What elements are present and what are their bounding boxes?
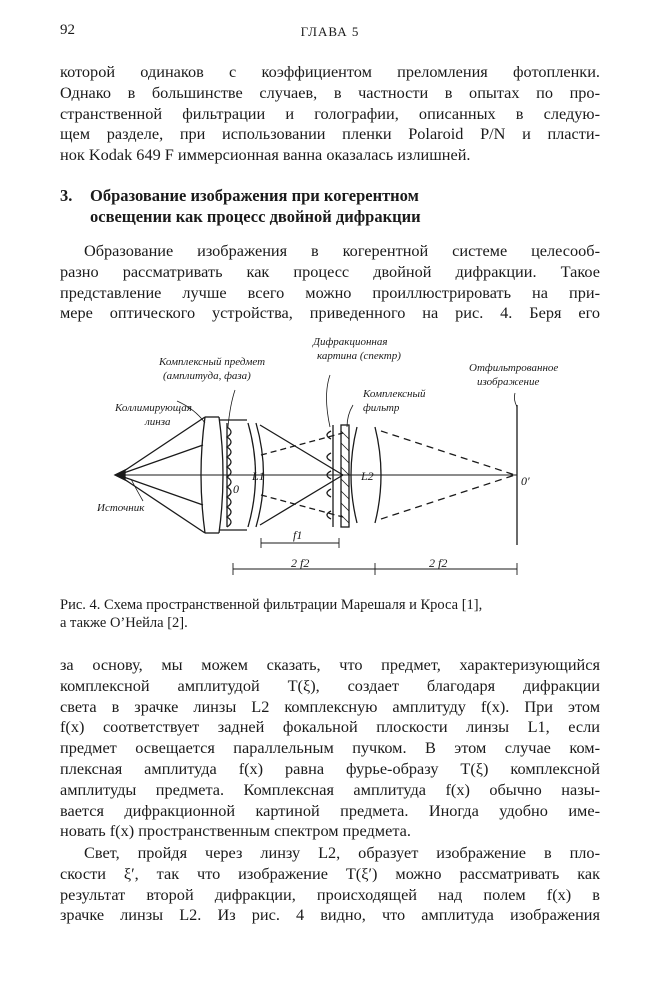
text-line: странственной фильтрации и голографии, описанных в следую- <box>60 103 600 123</box>
label-diffraction-2: картина (спектр) <box>317 350 401 362</box>
label-filter-2: фильтр <box>363 402 400 414</box>
paragraph-body-2 <box>60 843 600 926</box>
text-line: Свет, пройдя через линзу L2, образует изображение в пло- <box>84 843 600 862</box>
label-source: Источник <box>97 502 145 514</box>
text-line: света в зрачке линзы L2 комплексную амплитуду f(x). При этом <box>60 696 600 716</box>
label-collimating-lens-2: линза <box>145 416 171 428</box>
text-line: результат второй дифракции, происходящей над полем f(x) в <box>60 884 600 904</box>
label-filtered-image-1: Отфильтрованное <box>469 362 559 374</box>
text-line: f(x) соответствует задней фокальной плоскости линзы L1, если <box>60 717 600 737</box>
label-complex-object-2: (амплитуда, фаза) <box>163 370 251 382</box>
text-line: Однако в большинстве случаев, в частности в опытах по про- <box>60 82 600 102</box>
text-line: скости ξ′, так что изображение T(ξ′) можно рассматривать как <box>60 863 600 883</box>
text-line: разно рассматривать как процесс двойной дифракции. Такое <box>60 261 600 281</box>
text-line: плексная амплитуда f(x) равна фурье-образу T(ξ) комплексной <box>60 758 600 778</box>
text-line: представление лучше всего можно проиллюстрировать на при- <box>60 282 600 302</box>
chapter-title: ГЛАВА 5 <box>300 24 360 39</box>
label-2f2-left: 2 f2 <box>291 556 310 570</box>
label-lens-l1: L1 <box>252 469 265 483</box>
label-filter-1: Комплексный <box>363 388 426 400</box>
text-line: комплексной амплитудой T(ξ), создает благодаря дифракции <box>60 675 600 695</box>
label-lens-l2: L2 <box>361 469 374 483</box>
page-number: 92 <box>60 22 75 38</box>
label-filtered-image-2: изображение <box>477 376 540 388</box>
text-line: за основу, мы можем сказать, что предмет, характеризующийся <box>60 655 600 674</box>
label-point-o-prime: 0′ <box>521 474 530 488</box>
paragraph-top <box>60 62 600 166</box>
section-title-line2: освещении как процесс двойной дифракции <box>90 207 421 226</box>
text-line: вается дифракционной картиной предмета. Иногда удобно име- <box>60 800 600 820</box>
label-f1: f1 <box>293 528 303 542</box>
text-line: мере оптического устройства, приведенного на рис. 4. Беря его <box>60 303 600 323</box>
text-line: зрачке линзы L2. Из рис. 4 видно, что амплитуда изображения <box>60 905 600 925</box>
text-line: нок Kodak 649 F иммерсионная ванна оказалась излишней. <box>60 145 471 165</box>
optical-diagram <box>85 335 565 585</box>
page-header <box>60 22 600 46</box>
section-title-line1: Образование изображения при когерентном <box>90 186 419 205</box>
text-line: предмет освещается параллельным пучком. В этом случае ком- <box>60 738 600 758</box>
label-point-o: 0 <box>233 482 239 496</box>
text-line: амплитуды предмета. Комплексная амплитуда f(x) обычно назы- <box>60 779 600 799</box>
figure-optical-scheme <box>85 335 565 585</box>
paragraph-intro <box>60 241 600 324</box>
text-line: Образование изображения в когерентной системе целесооб- <box>84 241 600 260</box>
caption-line: Рис. 4. Схема пространственной фильтрации Марешаля и Кроса [1], <box>60 597 483 613</box>
text-line: которой одинаков с коэффициентом преломления фотопленки. <box>60 62 600 81</box>
label-complex-object-1: Комплексный предмет <box>159 356 266 368</box>
label-collimating-lens-1: Коллимирующая <box>115 402 192 414</box>
label-diffraction-1: Дифракционная <box>313 336 388 348</box>
label-2f2-right: 2 f2 <box>429 556 448 570</box>
text-line: новать f(x) пространственным спектром предмета. <box>60 821 411 841</box>
caption-line: а также О’Нейла [2]. <box>60 615 188 631</box>
paragraph-body-1 <box>60 655 600 842</box>
section-number: 3. <box>60 186 73 205</box>
figure-caption <box>60 596 600 632</box>
text-line: щем разделе, при использовании пленки Polaroid P/N и пласти- <box>60 124 600 144</box>
